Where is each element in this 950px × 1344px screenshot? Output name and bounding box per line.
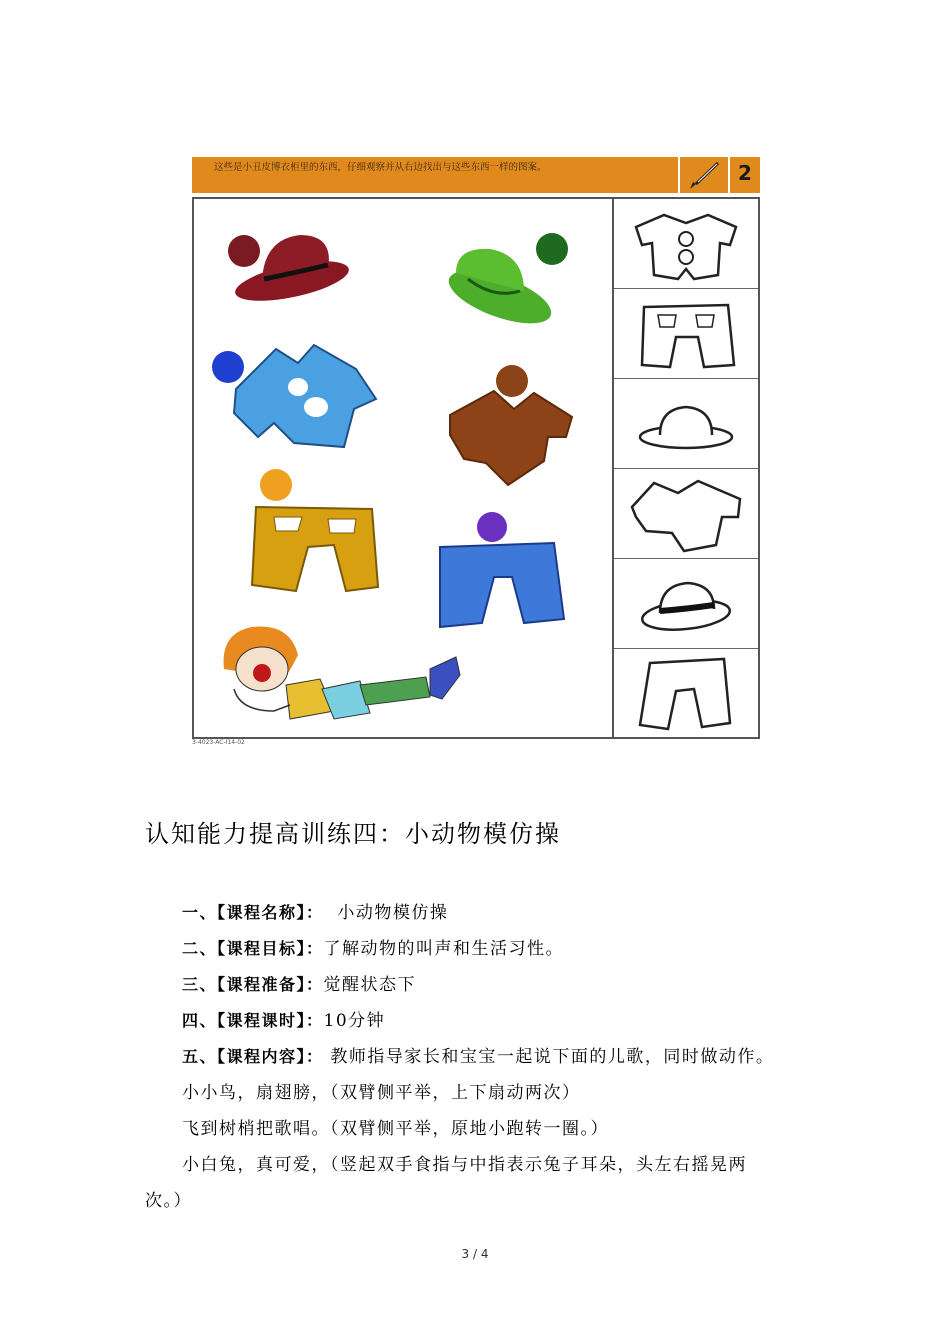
answer-cell-2 — [614, 289, 758, 379]
paintbrush-icon — [686, 160, 724, 190]
blue-shorts-icon — [440, 512, 564, 627]
shirt-outline-2-icon — [614, 469, 758, 557]
verse-line-2: 飞到树梢把歌唱。（双臂侧平举，原地小跑转一圈。） — [182, 1119, 609, 1139]
items-panel — [192, 197, 614, 739]
course-name-label: 一、【课程名称】： — [182, 903, 324, 922]
page-number: 3 / 4 — [461, 1247, 489, 1261]
hat-band-outline-icon — [614, 559, 758, 647]
yellow-shorts-icon — [252, 469, 378, 591]
answer-cell-4 — [614, 469, 758, 559]
course-goal-label: 二、【课程目标】： — [182, 939, 324, 958]
course-content-line — [182, 1042, 774, 1067]
green-hat-icon — [442, 233, 568, 334]
verse-line-1: 小小鸟，扇翅膀，（双臂侧平举，上下扇动两次） — [182, 1083, 581, 1103]
course-goal-line — [182, 934, 564, 959]
shorts-outline-icon — [614, 649, 758, 737]
clown-icon — [224, 627, 460, 719]
course-time-value: 10分钟 — [323, 1011, 386, 1031]
brown-shirt-icon — [450, 365, 572, 485]
verse-line-3-cont: 次。） — [145, 1191, 192, 1211]
verse-line-3: 小白兔，真可爱，（竖起双手食指与中指表示兔子耳朵，头左右摇晃两 — [182, 1155, 747, 1175]
section-title: 认知能力提高训练四：小动物模仿操 — [145, 820, 561, 848]
worksheet-number: 2 — [738, 161, 752, 185]
course-name-value: 小动物模仿操 — [323, 903, 449, 923]
instruction-text: 这些是小丑皮博衣柜里的东西，仔细观察并从右边找出与这些东西一样的图案。 — [214, 162, 547, 173]
course-content-value: 教师指导家长和宝宝一起说下面的儿歌，同时做动作。 — [323, 1047, 775, 1067]
course-name-line — [182, 898, 448, 923]
answer-cell-3 — [614, 379, 758, 469]
shorts-pockets-outline-icon — [614, 289, 758, 377]
shirt-outline-icon — [614, 199, 758, 287]
course-goal-value: 了解动物的叫声和生活习性。 — [323, 939, 565, 959]
red-hat-icon — [228, 235, 352, 309]
course-prep-value: 觉醒状态下 — [323, 975, 417, 995]
instruction-banner — [192, 157, 760, 193]
course-prep-line — [182, 970, 416, 995]
blue-shirt-icon — [212, 345, 376, 447]
hat-outline-icon — [614, 379, 758, 467]
worksheet-image — [178, 125, 768, 750]
course-content-label: 五、【课程内容】： — [182, 1047, 324, 1066]
course-time-label: 四、【课程课时】： — [182, 1011, 324, 1030]
worksheet-code: 3-4023-AC-I14-02 — [192, 739, 245, 746]
answer-cell-1 — [614, 199, 758, 289]
course-prep-label: 三、【课程准备】： — [182, 975, 324, 994]
course-time-line — [182, 1006, 385, 1031]
answer-cell-5 — [614, 559, 758, 649]
answer-column — [614, 197, 760, 739]
answer-cell-6 — [614, 649, 758, 739]
